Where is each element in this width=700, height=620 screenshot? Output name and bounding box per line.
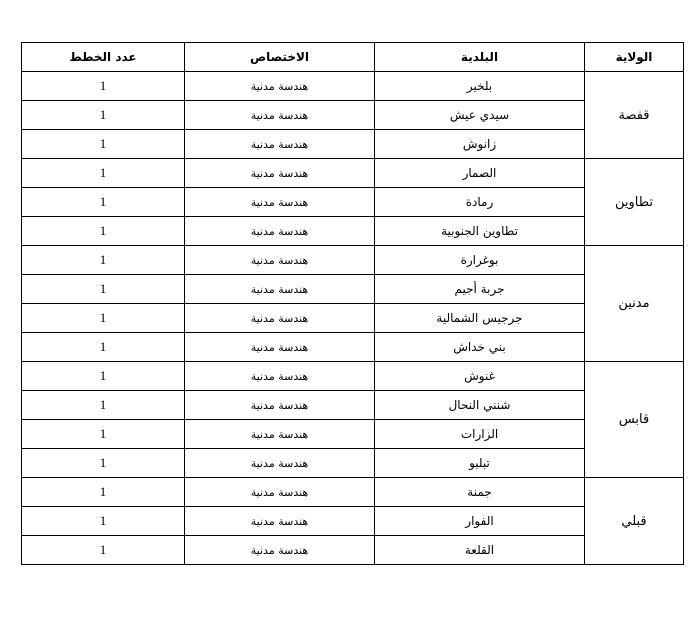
cell-specialty: هندسة مدنية bbox=[185, 333, 375, 362]
cell-count: 1 bbox=[22, 246, 185, 275]
table-row bbox=[22, 333, 684, 362]
cell-specialty: هندسة مدنية bbox=[185, 246, 375, 275]
cell-municipality: الصمار bbox=[375, 159, 585, 188]
table-row bbox=[22, 130, 684, 159]
table-row bbox=[22, 391, 684, 420]
header-row bbox=[22, 43, 684, 72]
header-specialty: الاختصاص bbox=[185, 43, 375, 72]
table-row bbox=[22, 159, 684, 188]
cell-specialty: هندسة مدنية bbox=[185, 159, 375, 188]
cell-specialty: هندسة مدنية bbox=[185, 217, 375, 246]
cell-specialty: هندسة مدنية bbox=[185, 449, 375, 478]
table-row bbox=[22, 188, 684, 217]
header-governorate: الولاية bbox=[585, 43, 684, 72]
table-row bbox=[22, 478, 684, 507]
cell-governorate: قفصة bbox=[585, 72, 684, 159]
cell-count: 1 bbox=[22, 391, 185, 420]
cell-municipality: سيدي عيش bbox=[375, 101, 585, 130]
cell-count: 1 bbox=[22, 101, 185, 130]
positions-table bbox=[21, 42, 684, 565]
cell-municipality: رمادة bbox=[375, 188, 585, 217]
cell-municipality: الزارات bbox=[375, 420, 585, 449]
cell-count: 1 bbox=[22, 188, 185, 217]
cell-municipality: جرجيس الشمالية bbox=[375, 304, 585, 333]
cell-count: 1 bbox=[22, 333, 185, 362]
cell-count: 1 bbox=[22, 130, 185, 159]
cell-specialty: هندسة مدنية bbox=[185, 391, 375, 420]
cell-count: 1 bbox=[22, 536, 185, 565]
table-row bbox=[22, 246, 684, 275]
cell-municipality: تطاوين الجنوبية bbox=[375, 217, 585, 246]
cell-governorate: تطاوين bbox=[585, 159, 684, 246]
table-row bbox=[22, 101, 684, 130]
cell-specialty: هندسة مدنية bbox=[185, 304, 375, 333]
cell-governorate: مدنين bbox=[585, 246, 684, 362]
table-row bbox=[22, 536, 684, 565]
cell-specialty: هندسة مدنية bbox=[185, 130, 375, 159]
cell-specialty: هندسة مدنية bbox=[185, 362, 375, 391]
cell-municipality: جربة أجيم bbox=[375, 275, 585, 304]
cell-municipality: بلخير bbox=[375, 72, 585, 101]
table-row bbox=[22, 507, 684, 536]
cell-municipality: الفوار bbox=[375, 507, 585, 536]
cell-count: 1 bbox=[22, 72, 185, 101]
cell-municipality: القلعة bbox=[375, 536, 585, 565]
cell-governorate: قبلي bbox=[585, 478, 684, 565]
cell-municipality: شنني النحال bbox=[375, 391, 585, 420]
cell-municipality: بني خداش bbox=[375, 333, 585, 362]
cell-specialty: هندسة مدنية bbox=[185, 478, 375, 507]
cell-count: 1 bbox=[22, 362, 185, 391]
cell-count: 1 bbox=[22, 217, 185, 246]
cell-count: 1 bbox=[22, 449, 185, 478]
cell-municipality: زانوش bbox=[375, 130, 585, 159]
table-body bbox=[22, 72, 684, 565]
cell-count: 1 bbox=[22, 304, 185, 333]
table-row bbox=[22, 304, 684, 333]
cell-governorate: قابس bbox=[585, 362, 684, 478]
cell-municipality: تبلبو bbox=[375, 449, 585, 478]
cell-count: 1 bbox=[22, 420, 185, 449]
cell-specialty: هندسة مدنية bbox=[185, 72, 375, 101]
cell-specialty: هندسة مدنية bbox=[185, 420, 375, 449]
table-row bbox=[22, 275, 684, 304]
cell-specialty: هندسة مدنية bbox=[185, 507, 375, 536]
cell-specialty: هندسة مدنية bbox=[185, 536, 375, 565]
table-row bbox=[22, 449, 684, 478]
header-count: عدد الخطط bbox=[22, 43, 185, 72]
cell-municipality: جمنة bbox=[375, 478, 585, 507]
cell-count: 1 bbox=[22, 275, 185, 304]
cell-municipality: بوغرارة bbox=[375, 246, 585, 275]
cell-specialty: هندسة مدنية bbox=[185, 101, 375, 130]
table-row bbox=[22, 420, 684, 449]
table-row bbox=[22, 217, 684, 246]
table-row bbox=[22, 362, 684, 391]
cell-count: 1 bbox=[22, 507, 185, 536]
cell-count: 1 bbox=[22, 478, 185, 507]
cell-count: 1 bbox=[22, 159, 185, 188]
table-row bbox=[22, 72, 684, 101]
header-municipality: البلدية bbox=[375, 43, 585, 72]
cell-specialty: هندسة مدنية bbox=[185, 275, 375, 304]
cell-municipality: غنوش bbox=[375, 362, 585, 391]
cell-specialty: هندسة مدنية bbox=[185, 188, 375, 217]
